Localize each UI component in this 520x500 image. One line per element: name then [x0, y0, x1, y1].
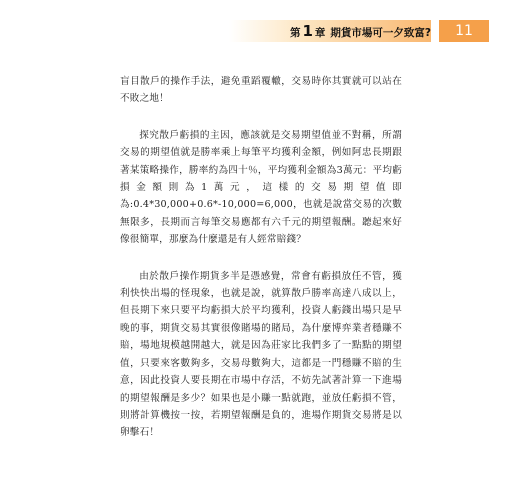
running-header [229, 20, 489, 42]
paragraph-3: 由於散戶操作期貨多半是憑感覺，常會有虧損放任不管，獲利快快出場的怪現象，也就是說，就算散戶勝率高達八成以上，但長期下來只要平均虧損大於平均獲利，投資人虧錢出場只是早晚的事，期貨交易其實很像賭場的賭局，為什麼博弈業者穩賺不賠，場地規模越開越大，就是因為莊家比我們多了一點點的期望值，只要來客數夠多，交易母數夠大，這都是一門穩賺不賠的生意，因此投資人要長期在市場中存活，不妨先試著計算一下進場的期望報酬是多少？如果也是小賺一點就跑，並放任虧損不管，則將計算機按一按，若期望報酬是負的，進場作期貨交易將是以卵擊石！ [120, 270, 402, 439]
paragraph-1: 盲目散戶的操作手法，避免重蹈覆轍，交易時你其實就可以站在不敗之地！ [120, 76, 402, 105]
body-text [120, 73, 402, 461]
paragraph-2: 探究散戶虧損的主因，應該就是交易期望值並不對稱，所謂交易的期望值就是勝率乘上每筆平均獲利金額，例如阿忠長期跟著某策略操作，勝率約為四十％，平均獲利金額為3萬元：平均虧損金額則為1萬元，這樣的交易期望值即為:0.4*30,000+0.6*-10,000=6,000，也就是說當交易的次數無限多，長期而言每筆交易應都有六千元的期望報酬。聽起來好像很簡單，那麼為什麼還是有人經常賠錢？ [120, 129, 402, 246]
chapter-prefix: 第 [289, 27, 301, 39]
chapter-number: 1 [302, 22, 313, 40]
page-number: 11 [439, 20, 489, 42]
chapter-title: 期貨市場可一夕致富? [330, 27, 431, 39]
chapter-label [290, 22, 431, 40]
chapter-suffix: 章 [314, 27, 326, 39]
